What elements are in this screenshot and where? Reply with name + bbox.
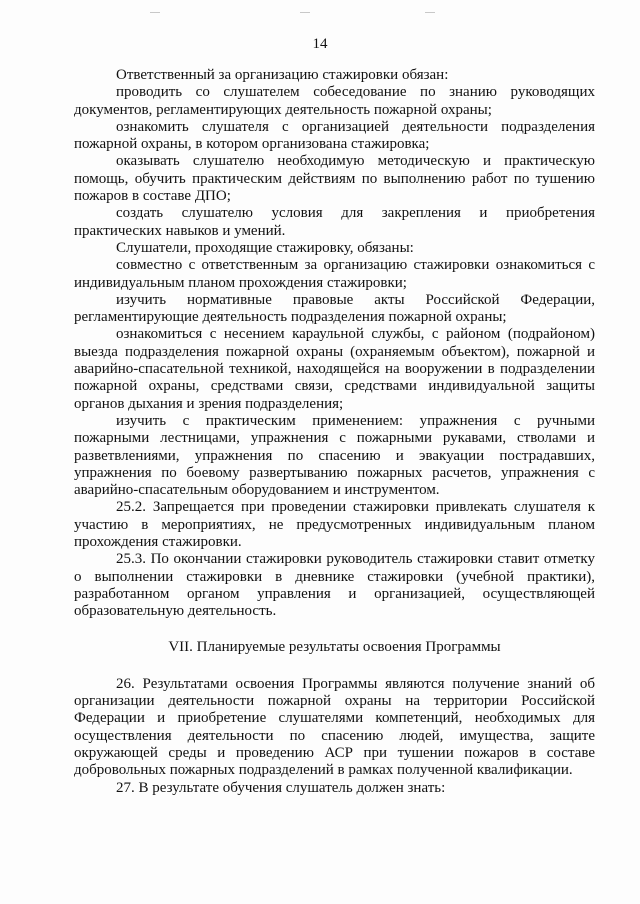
paragraph: оказывать слушателю необходимую методическую и практическую помощь, обучить практическим действиям по выполнению работ по тушению пожаров в составе ДПО; bbox=[74, 153, 595, 205]
paragraph: 27. В результате обучения слушатель должен знать: bbox=[116, 779, 446, 796]
paragraph: 25.3. По окончании стажировки руководитель стажировки ставит отметку о выполнении стажировки в дневнике стажировки (учебной практики), разработанном органом управления и организацией, осуществляющей образовательную деятельность. bbox=[74, 551, 595, 620]
paragraph: создать слушателю условия для закрепления и приобретения практических навыков и умений. bbox=[74, 205, 595, 239]
paragraph: 25.2. Запрещается при проведении стажировки привлекать слушателя к участию в мероприятиях, не предусмотренных индивидуальным планом прохождения стажировки. bbox=[74, 499, 595, 551]
paragraph: совместно с ответственным за организацию стажировки ознакомиться с индивидуальным планом прохождения стажировки; bbox=[74, 257, 595, 291]
paragraph: изучить нормативные правовые акты Российской Федерации, регламентирующие деятельность подразделения пожарной охраны; bbox=[74, 291, 595, 326]
page-number: 14 bbox=[312, 36, 328, 52]
paragraph: ознакомить слушателя с организацией деятельности подразделения пожарной охраны, в котором организована стажировка; bbox=[74, 118, 595, 153]
paragraph: 26. Результатами освоения Программы являются получение знаний об организации деятельности пожарной охраны на территории Российской Федерации и приобретение слушателями компетенций, необходимых для осуществления деятельности по спасению людей, имущества, защите окружающей среды и проведению АСР при тушении пожаров в составе добровольных пожарных подразделений в рамках полученной квалификации. bbox=[74, 675, 595, 779]
section-heading: VII. Планируемые результаты освоения Программы bbox=[168, 638, 501, 655]
paragraph: изучить с практическим применением: упражнения с ручными пожарными лестницами, упражнения с пожарными рукавами, стволами и разветвлениями, упражнения по спасению и эвакуации пострадавших, упражнения по боевому развертыванию пожарных расчетов, упражнения с аварийно-спасательным оборудованием и инструментом. bbox=[74, 412, 595, 499]
scan-artifact bbox=[425, 12, 435, 13]
paragraph: Ответственный за организацию стажировки обязан: bbox=[116, 67, 449, 83]
document-body bbox=[74, 67, 595, 797]
paragraph: проводить со слушателем собеседование по знанию руководящих документов, регламентирующих деятельность пожарной охраны; bbox=[74, 84, 595, 118]
paragraph: Слушатели, проходящие стажировку, обязаны: bbox=[116, 239, 414, 256]
scan-artifact bbox=[300, 12, 310, 13]
paragraph: ознакомиться с несением караульной службы, с районом (подрайоном) выезда подразделения пожарной охраны (охраняемым объектом), пожарной и аварийно-спасательной техникой, находящейся на вооружении в подразделении пожарной охраны, средствами связи, средствами индивидуальной защиты органов дыхания и зрения подразделения; bbox=[74, 326, 595, 412]
scan-artifact bbox=[150, 12, 160, 13]
